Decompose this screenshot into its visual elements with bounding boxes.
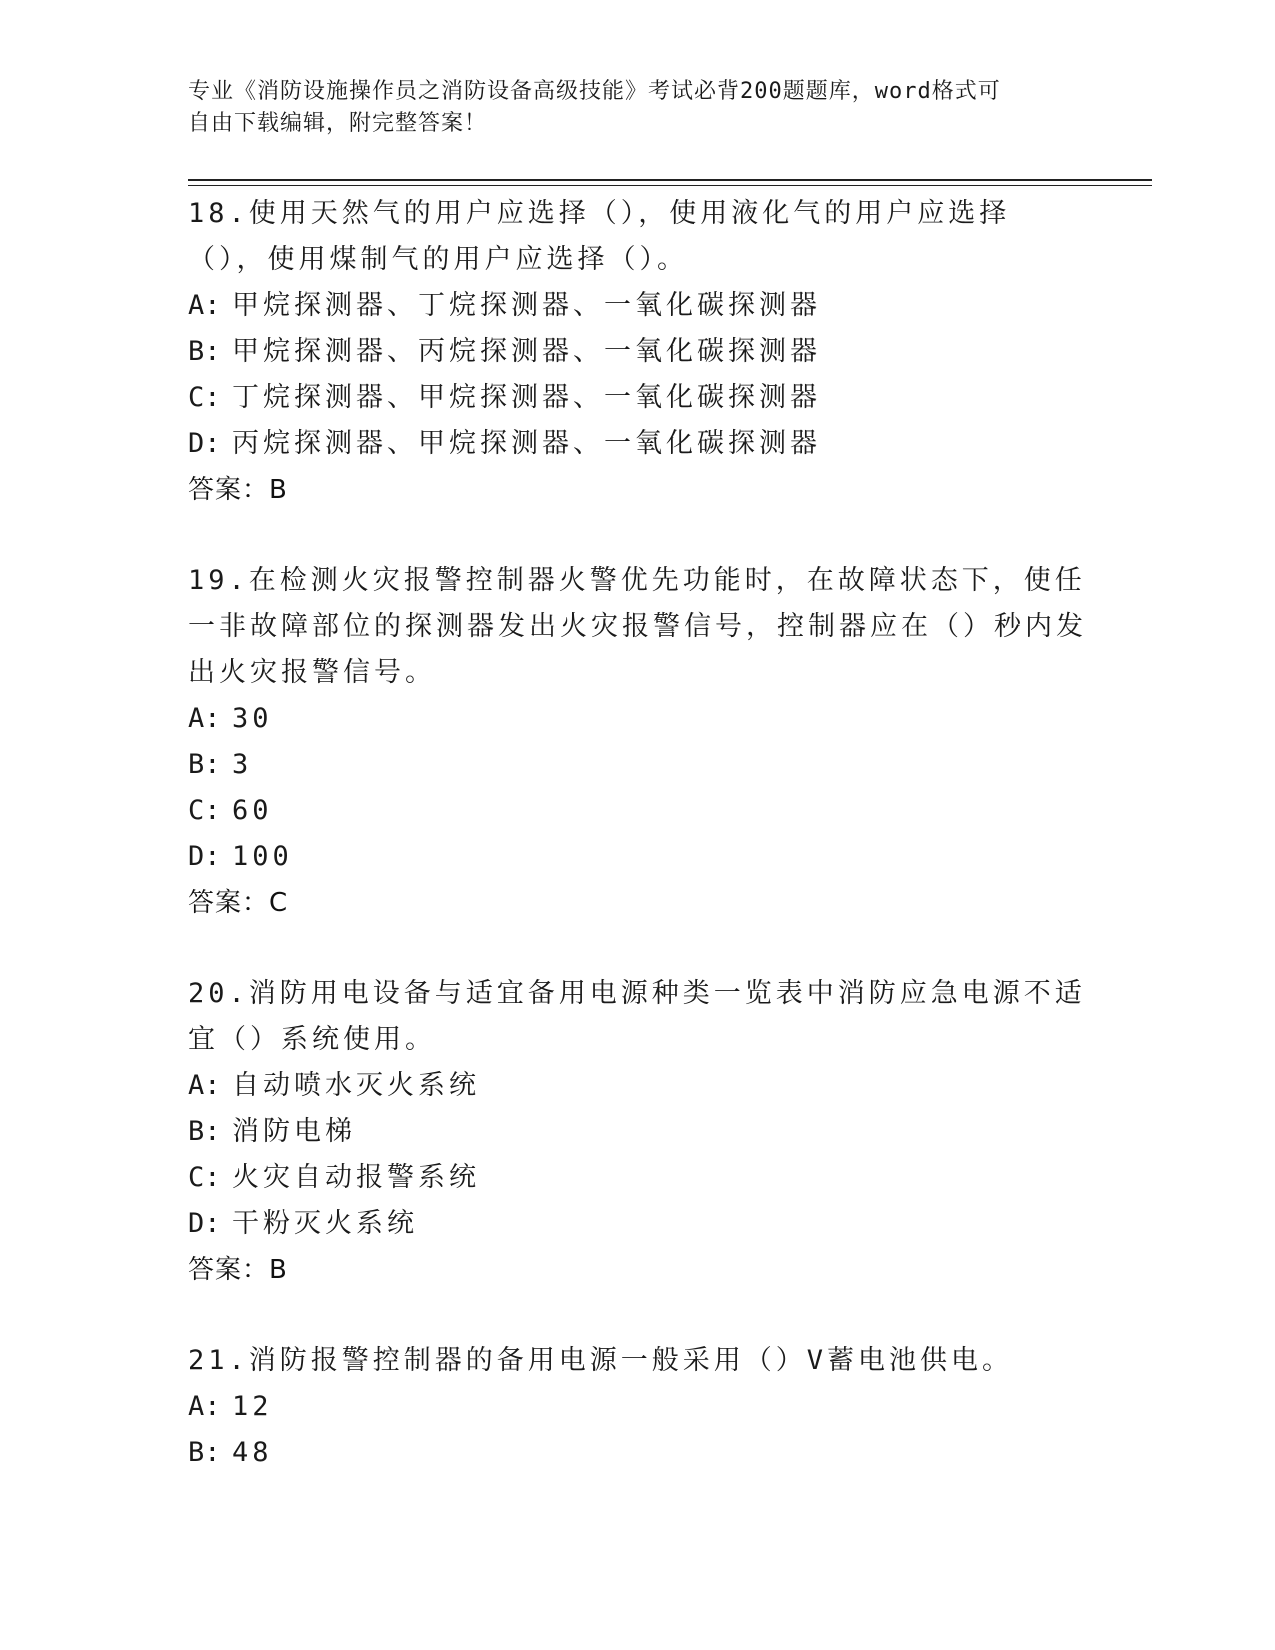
option-label: C: (188, 382, 221, 413)
option-text: 3 (232, 749, 253, 780)
question-19 (188, 558, 1088, 926)
option-label: C: (188, 1162, 221, 1193)
option-text: 干粉灭火系统 (232, 1208, 418, 1239)
question-20 (188, 971, 1088, 1293)
option-label: D: (188, 428, 221, 459)
option-label: B: (188, 749, 221, 780)
option-text: 60 (232, 795, 273, 826)
answer-line: 答案：B (188, 1255, 288, 1285)
option-label: B: (188, 1116, 221, 1147)
option-text: 甲烷探测器、丙烷探测器、一氧化碳探测器 (232, 336, 821, 367)
question-list (188, 191, 1088, 1476)
header-rule-thin (188, 185, 1152, 186)
option-a (188, 1063, 1088, 1109)
question-spacer (188, 1293, 1088, 1338)
question-spacer (188, 513, 1088, 558)
option-a (188, 283, 1088, 329)
option-label: A: (188, 1391, 221, 1422)
document-header (188, 76, 1088, 140)
question-spacer (188, 926, 1088, 971)
option-label: D: (188, 841, 221, 872)
option-label: A: (188, 290, 221, 321)
option-text: 12 (232, 1391, 273, 1422)
option-d (188, 421, 1088, 467)
question-text: 20.消防用电设备与适宜备用电源种类一览表中消防应急电源不适宜（）系统使用。 (188, 978, 1086, 1055)
option-d (188, 834, 1088, 880)
option-text: 甲烷探测器、丁烷探测器、一氧化碳探测器 (232, 290, 821, 321)
option-label: B: (188, 336, 221, 367)
answer-line: 答案：C (188, 888, 289, 918)
question-text: 21.消防报警控制器的备用电源一般采用（）V蓄电池供电。 (188, 1345, 1014, 1376)
option-label: C: (188, 795, 221, 826)
option-text: 丙烷探测器、甲烷探测器、一氧化碳探测器 (232, 428, 821, 459)
question-text: 19.在检测火灾报警控制器火警优先功能时，在故障状态下，使任一非故障部位的探测器发出火灾报警信号，控制器应在（）秒内发出火灾报警信号。 (188, 565, 1087, 688)
option-b (188, 329, 1088, 375)
header-line-1: 专业《消防设施操作员之消防设备高级技能》考试必背200题题库，word格式可 (188, 79, 1001, 104)
option-text: 火灾自动报警系统 (232, 1162, 480, 1193)
option-text: 100 (232, 841, 293, 872)
option-c (188, 1155, 1088, 1201)
option-a (188, 1384, 1088, 1430)
option-b (188, 742, 1088, 788)
answer-line: 答案：B (188, 475, 288, 505)
header-rule-thick (188, 179, 1152, 181)
option-b (188, 1109, 1088, 1155)
option-a (188, 696, 1088, 742)
question-text: 18.使用天然气的用户应选择（），使用液化气的用户应选择（），使用煤制气的用户应选择（）。 (188, 198, 1011, 275)
option-label: A: (188, 703, 221, 734)
option-text: 丁烷探测器、甲烷探测器、一氧化碳探测器 (232, 382, 821, 413)
option-label: D: (188, 1208, 221, 1239)
question-21 (188, 1338, 1088, 1476)
option-label: B: (188, 1437, 221, 1468)
option-c (188, 375, 1088, 421)
question-18 (188, 191, 1088, 513)
option-text: 48 (232, 1437, 273, 1468)
option-b (188, 1430, 1088, 1476)
option-text: 消防电梯 (232, 1116, 356, 1147)
option-label: A: (188, 1070, 221, 1101)
option-c (188, 788, 1088, 834)
option-text: 自动喷水灭火系统 (232, 1070, 480, 1101)
option-text: 30 (232, 703, 273, 734)
header-line-2: 自由下载编辑，附完整答案！ (188, 111, 488, 136)
option-d (188, 1201, 1088, 1247)
